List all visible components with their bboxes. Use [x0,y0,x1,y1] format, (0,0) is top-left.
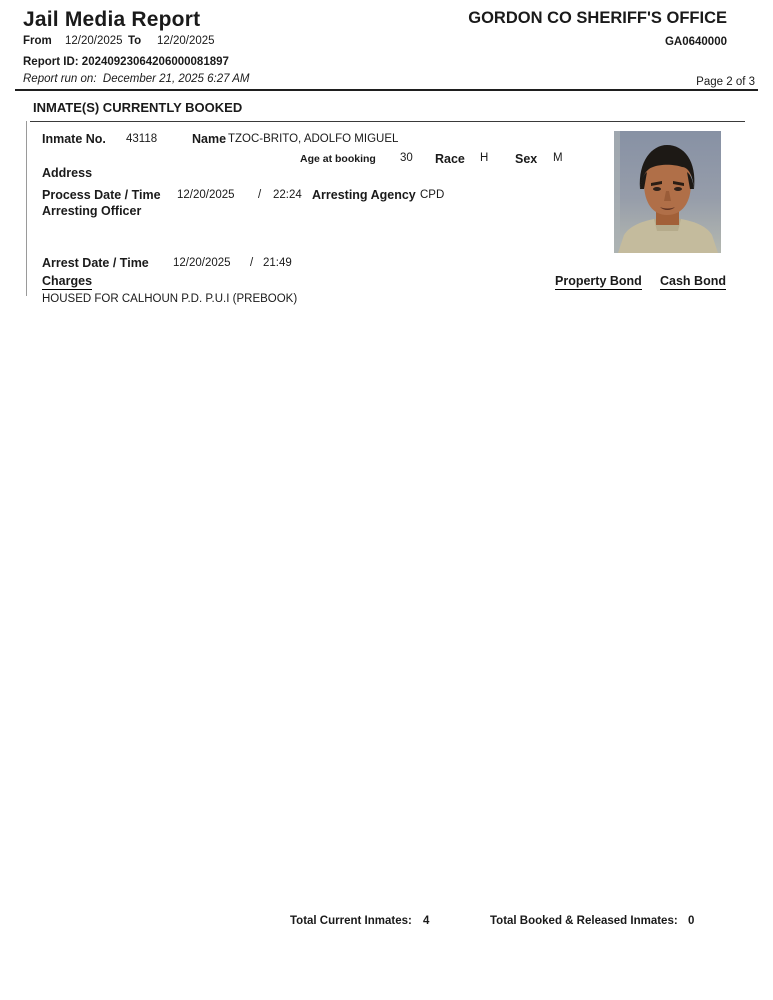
total-current-inmates-label: Total Current Inmates: [290,915,412,927]
section-underline [30,121,745,122]
name-value: TZOC-BRITO, ADOLFO MIGUEL [228,133,399,145]
report-run-on-value: December 21, 2025 6:27 AM [102,73,250,85]
inmate-photo [614,131,721,253]
report-run-on-label: Report run on: [23,73,97,85]
property-bond-label: Property Bond [555,274,642,288]
process-date-time-label: Process Date / Time [42,188,161,202]
report-id-label: Report ID: [23,56,79,68]
process-date-value: 12/20/2025 [177,189,235,201]
total-current-inmates-value: 4 [423,915,430,927]
process-time-value: 22:24 [273,189,302,201]
report-id-line [23,56,229,68]
arrest-date-time-separator: / [250,257,254,269]
arresting-agency-label: Arresting Agency [312,188,416,202]
to-date-value: 12/20/2025 [157,35,215,47]
report-run-on-line [23,73,250,85]
office-name: GORDON CO SHERIFF'S OFFICE [468,9,727,27]
arrest-date-time-label: Arrest Date / Time [42,256,149,270]
section-title: INMATE(S) CURRENTLY BOOKED [33,100,243,115]
charges-label: Charges [42,274,93,288]
arrest-time-value: 21:49 [263,257,292,269]
office-code: GA0640000 [664,36,727,48]
charges-header-row [0,274,773,290]
to-label: To [128,35,142,47]
from-label: From [23,35,52,47]
race-value: H [480,152,489,164]
report-id-value: 20240923064206000081897 [81,56,229,68]
inmate-no-label: Inmate No. [42,132,106,146]
header-divider [15,89,758,91]
total-booked-released-label: Total Booked & Released Inmates: [490,915,678,927]
process-date-time-separator: / [258,189,262,201]
address-row [0,166,600,180]
address-label: Address [42,166,93,180]
totals-row [0,915,773,929]
age-at-booking-label: Age at booking [300,153,376,165]
arresting-officer-label: Arresting Officer [42,204,142,218]
name-label: Name [192,132,227,146]
age-value: 30 [400,152,413,164]
arrest-row [0,256,600,270]
page-title: Jail Media Report [23,8,201,31]
arrest-date-value: 12/20/2025 [173,257,231,269]
from-date-value: 12/20/2025 [65,35,123,47]
sex-label: Sex [515,152,538,166]
officer-row [0,204,600,218]
sex-value: M [553,152,563,164]
cash-bond-label: Cash Bond [660,274,726,288]
inmate-no-value: 43118 [126,133,158,145]
page-number: Page 2 of 3 [696,76,755,88]
total-booked-released-value: 0 [688,915,695,927]
date-range-row [23,35,323,49]
mugshot-photo-graphic [614,131,721,253]
arresting-agency-value: CPD [420,189,445,201]
race-label: Race [435,152,465,166]
charge-item: HOUSED FOR CALHOUN P.D. P.U.I (PREBOOK) [42,293,298,305]
